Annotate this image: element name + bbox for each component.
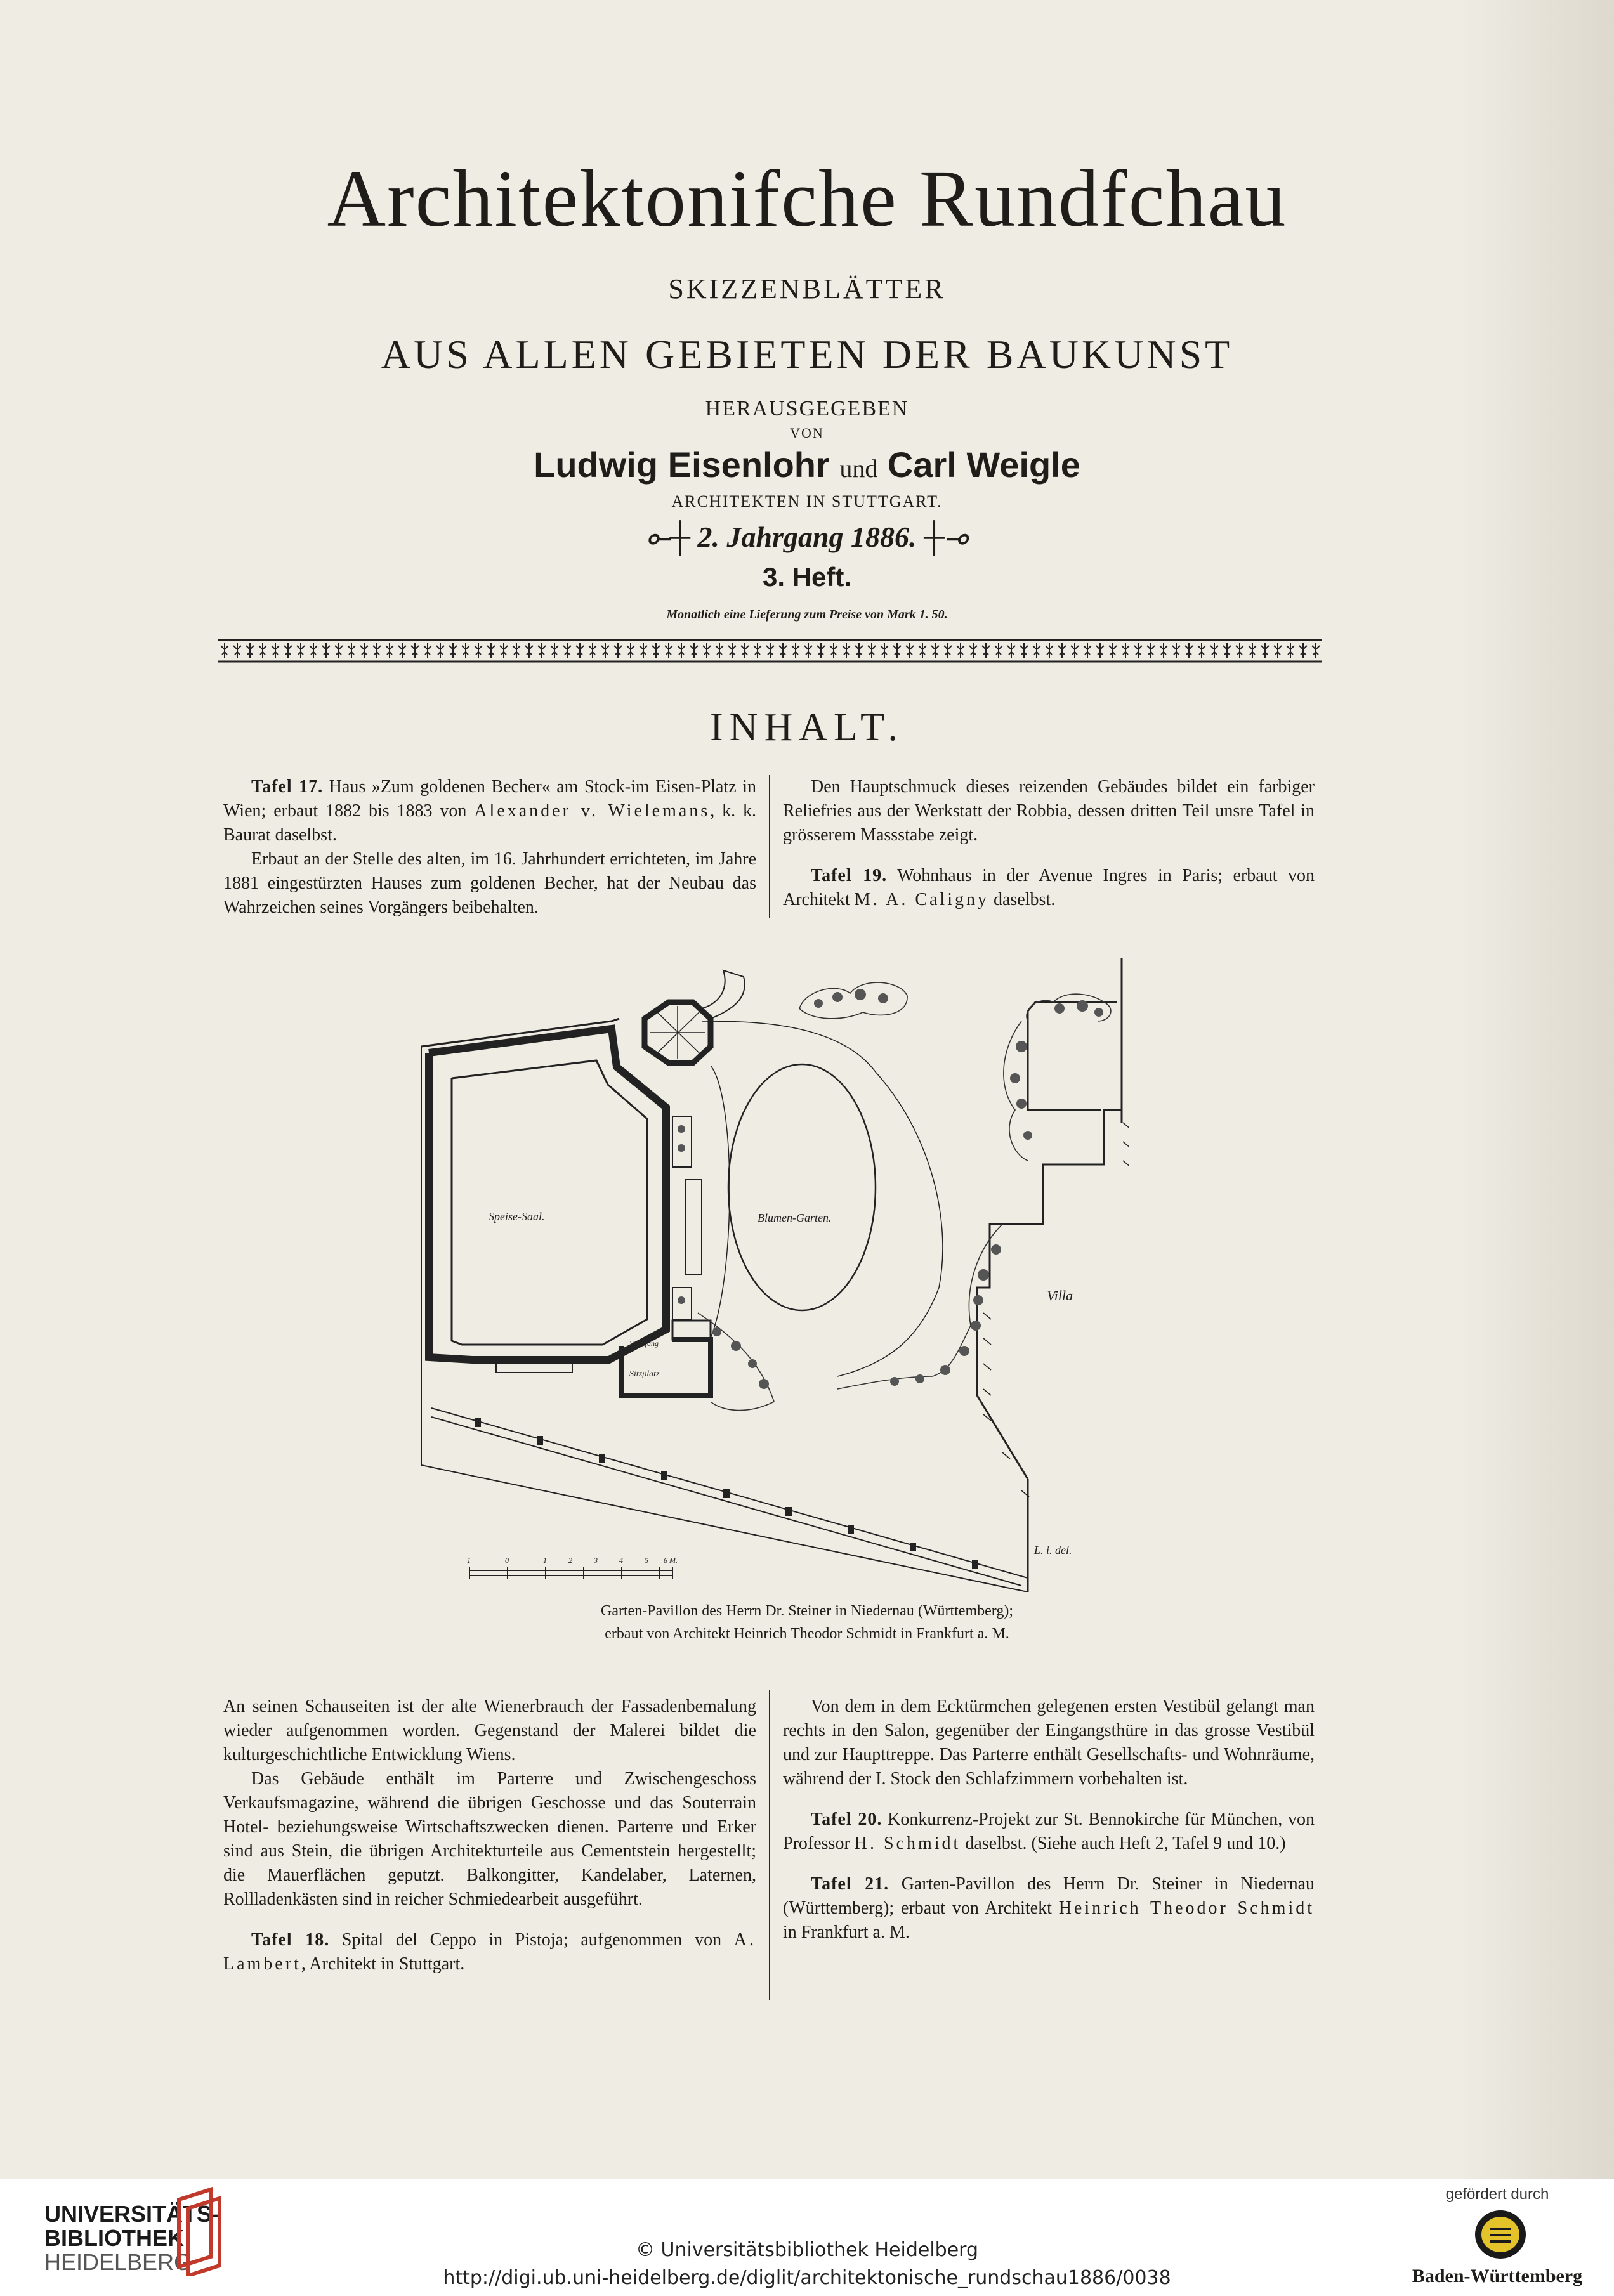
scale-bar (467, 1556, 678, 1579)
contents-heading: INHALT. (710, 706, 904, 749)
subtitle-skizzenblaetter: SKIZZENBLÄTTER (668, 273, 946, 304)
scale-tick: 5 (645, 1556, 648, 1565)
und-label: und (839, 454, 878, 483)
tafel-21-label: Tafel 21. (811, 1874, 889, 1894)
label-blumen-garten: Blumen-Garten. (758, 1211, 832, 1224)
column-divider-upper (769, 775, 770, 918)
column-divider-lower (769, 1690, 770, 2000)
permalink-url[interactable]: http://digi.ub.uni-heidelberg.de/diglit/architektonische_rundschau1886/0038 (443, 2267, 1171, 2289)
tafel-18-architect: A. Lambert (223, 1930, 757, 1974)
editor-eisenlohr: Ludwig Eisenlohr (534, 445, 830, 485)
issue-number: 3. Heft. (762, 562, 852, 592)
editor-weigle: Carl Weigle (887, 445, 1080, 485)
tafel-18-text: Spital del Ceppo in Pistoja; aufgenommen von (341, 1930, 734, 1950)
tafel-17-text-end: , k. k. Baurat daselbst. (223, 801, 757, 845)
robbia-paragraph: Den Hauptschmuck dieses reizenden Gebäudes bildet ein farbiger Reliefries aus der Werkstatt der Robbia, dessen dritten Teil unsre Tafel in grösserem Massstabe zeigt. (783, 777, 1315, 845)
ornament-left: ⟜┼ (646, 521, 698, 553)
journal-title: Architektonifche Rundfchau (327, 153, 1287, 244)
scale-tick: 2 (568, 1556, 572, 1565)
tafel-20-label: Tafel 20. (811, 1810, 882, 1829)
herausgegeben-label: HERAUSGEGEBEN (705, 397, 909, 421)
sponsor-label: gefördert durch (1445, 2186, 1549, 2203)
tafel-18-entry (223, 1928, 756, 1976)
tafel-21-entry (783, 1872, 1315, 1945)
caption-line-2: erbaut von Architekt Heinrich Theodor Schmidt in Frankfurt a. M. (605, 1626, 1009, 1642)
tafel-17-text: Haus »Zum goldenen Becher« am Stock-im Eisen-Platz in Wien; erbaut 1882 bis 1883 von (223, 777, 757, 821)
von-label: VON (790, 425, 824, 441)
caption-line-1: Garten-Pavillon des Herrn Dr. Steiner in Niedernau (Württemberg); (600, 1603, 1013, 1619)
tafel-19-label: Tafel 19. (811, 866, 888, 885)
tafel-20-architect: H. Schmidt (854, 1834, 961, 1853)
tafel-21-text-end: in Frankfurt a. M. (783, 1922, 910, 1942)
logo-line-1: UNIVERSITÄTS- (44, 2201, 220, 2227)
lower-left-column (223, 1695, 756, 1976)
lower-right-column (783, 1695, 1315, 1945)
baden-wuerttemberg-seal-icon[interactable] (1472, 2206, 1529, 2263)
logo-line-2: BIBLIOTHEK (44, 2225, 184, 2251)
ornamental-border (218, 638, 1322, 663)
subtitle-baukunst: AUS ALLEN GEBIETEN DER BAUKUNST (381, 332, 1233, 377)
gebaeude-paragraph: Das Gebäude enthält im Parterre und Zwischengeschoss Verkaufsmagazine, während die übrigen Geschosse und das Souterrain Hotel- beziehungsweise Wirtschaftszwecken dienen. Parterre und Erker sind aus Stein, die übrigen Architekturteile aus Cementstein hergestellt; die Mauerflächen geputzt. Balkongitter, Kandelaber, Laternen, Rollladenkästen sind in reicher Schmiedearbeit ausgeführt. (223, 1769, 756, 1909)
tafel-19-architect: M. A. Caligny (854, 890, 989, 910)
logo-line-3: HEIDELBERG (44, 2249, 192, 2275)
scale-tick: 1 (467, 1556, 471, 1565)
label-sitzplatz: Sitzplatz (629, 1369, 660, 1379)
volume-line (0, 520, 1614, 555)
price-line: Monatlich eine Lieferung zum Preise von Mark 1. 50. (666, 608, 948, 622)
sponsor-name: Baden-Württemberg (1412, 2266, 1583, 2286)
tafel-21-architect: Heinrich Theodor Schmidt (1058, 1898, 1315, 1918)
tafel-18-text-end: , Architekt in Stuttgart. (301, 1954, 465, 1974)
scale-tick: 6 M. (664, 1556, 678, 1565)
tafel-21-text: Garten-Pavillon des Herrn Dr. Steiner in Niedernau (Württemberg); erbaut von Architekt (783, 1874, 1315, 1918)
scale-tick: 0 (505, 1556, 509, 1565)
jahrgang-text: 2. Jahrgang 1886. (697, 521, 917, 553)
tafel-17-architect: Alexander v. Wielemans (474, 801, 711, 821)
scale-tick: 4 (619, 1556, 623, 1565)
plan-caption (0, 1600, 1614, 1645)
tafel-17-label: Tafel 17. (251, 777, 324, 797)
draftsman-signature: L. i. del. (1034, 1544, 1072, 1556)
upper-left-column (223, 775, 756, 920)
garden-pavilion-plan (393, 958, 1129, 1592)
architects-line: ARCHITEKTEN IN STUTTGART. (671, 492, 943, 511)
label-speise-saal: Speise-Saal. (489, 1210, 545, 1223)
tafel-19-entry (783, 864, 1315, 912)
tafel-19-text: Wohnhaus in der Avenue Ingres in Paris; erbaut von Architekt (783, 866, 1315, 910)
label-windfang: Windfang (629, 1339, 659, 1348)
vestibuel-paragraph: Von dem in dem Ecktürmchen gelegenen ersten Vestibül gelangt man rechts in den Salon, gegenüber der Eingangsthüre in das grosse Vestibül und zur Haupttreppe. Das Parterre enthält Gesellschafts- und Wohnräume, während der I. Stock den Schlafzimmern vorbehalten ist. (783, 1697, 1315, 1789)
tafel-19-text-end: daselbst. (988, 890, 1056, 910)
tafel-18-label: Tafel 18. (251, 1930, 330, 1950)
upper-right-column (783, 775, 1315, 912)
ornament-right: ┼⊸ (916, 521, 968, 553)
tafel-20-text-end: daselbst. (Siehe auch Heft 2, Tafel 9 und 10.) (961, 1834, 1286, 1853)
ub-logo-mark-icon (166, 2187, 223, 2276)
page-edge-shadow (1459, 0, 1614, 2179)
scale-tick: 1 (543, 1556, 547, 1565)
editors (0, 444, 1614, 485)
scale-tick: 3 (594, 1556, 598, 1565)
tafel-20-entry (783, 1808, 1315, 1856)
tafel-17-paragraph: Erbaut an der Stelle des alten, im 16. Jahrhundert errichteten, im Jahre 1881 eingestürzten Hauses zum goldenen Becher, hat der Neubau das Wahrzeichen seines Vorgängers beibehalten. (223, 849, 756, 917)
wienerbrauch-paragraph: An seinen Schauseiten ist der alte Wienerbrauch der Fassadenbemalung wieder aufgenommen worden. Gegenstand der Malerei bildet die kulturgeschichtliche Entwicklung Wiens. (223, 1697, 756, 1764)
copyright-line: © Universitätsbibliothek Heidelberg (635, 2239, 978, 2261)
label-villa: Villa (1047, 1288, 1073, 1303)
tafel-17-entry (223, 775, 756, 847)
tafel-20-text: Konkurrenz-Projekt zur St. Bennokirche für München, von Professor (783, 1810, 1315, 1853)
